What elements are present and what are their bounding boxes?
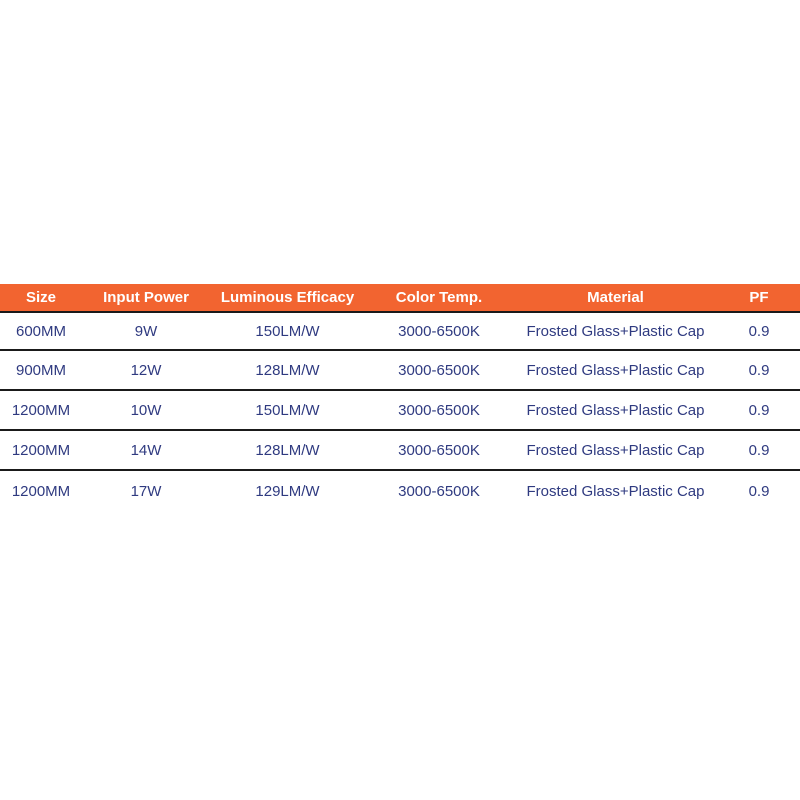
cell-material: Frosted Glass+Plastic Cap (526, 482, 705, 500)
cell-color-temp: 3000-6500K (398, 401, 480, 419)
cell-size: 1200MM (11, 401, 71, 419)
spec-table (0, 284, 800, 511)
header-material: Material (587, 289, 644, 306)
cell-color-temp: 3000-6500K (398, 322, 480, 340)
cell-luminous-efficacy: 150LM/W (255, 322, 320, 340)
cell-luminous-efficacy: 128LM/W (255, 441, 320, 459)
cell-pf: 0.9 (748, 482, 770, 500)
table-header-row (0, 284, 800, 311)
cell-color-temp: 3000-6500K (398, 441, 480, 459)
header-color-temp: Color Temp. (395, 289, 483, 306)
header-luminous-efficacy: Luminous Efficacy (220, 289, 355, 306)
cell-material: Frosted Glass+Plastic Cap (526, 322, 705, 340)
cell-input-power: 12W (130, 361, 162, 379)
cell-size: 900MM (15, 361, 67, 379)
table-row (0, 431, 800, 471)
cell-luminous-efficacy: 129LM/W (255, 482, 320, 500)
table-row (0, 391, 800, 431)
header-pf: PF (749, 289, 769, 306)
cell-pf: 0.9 (748, 401, 770, 419)
table-row (0, 471, 800, 511)
table-row (0, 351, 800, 391)
table-row (0, 311, 800, 351)
cell-size: 1200MM (11, 482, 71, 500)
cell-pf: 0.9 (748, 441, 770, 459)
cell-size: 600MM (15, 322, 67, 340)
header-input-power: Input Power (103, 289, 189, 306)
cell-input-power: 14W (130, 441, 162, 459)
cell-pf: 0.9 (748, 361, 770, 379)
cell-input-power: 17W (130, 482, 162, 500)
cell-color-temp: 3000-6500K (398, 361, 480, 379)
cell-luminous-efficacy: 150LM/W (255, 401, 320, 419)
cell-input-power: 10W (130, 401, 162, 419)
cell-input-power: 9W (134, 322, 158, 340)
cell-color-temp: 3000-6500K (398, 482, 480, 500)
cell-size: 1200MM (11, 441, 71, 459)
header-size: Size (25, 289, 56, 306)
cell-luminous-efficacy: 128LM/W (255, 361, 320, 379)
cell-material: Frosted Glass+Plastic Cap (526, 401, 705, 419)
cell-pf: 0.9 (748, 322, 770, 340)
cell-material: Frosted Glass+Plastic Cap (526, 361, 705, 379)
cell-material: Frosted Glass+Plastic Cap (526, 441, 705, 459)
